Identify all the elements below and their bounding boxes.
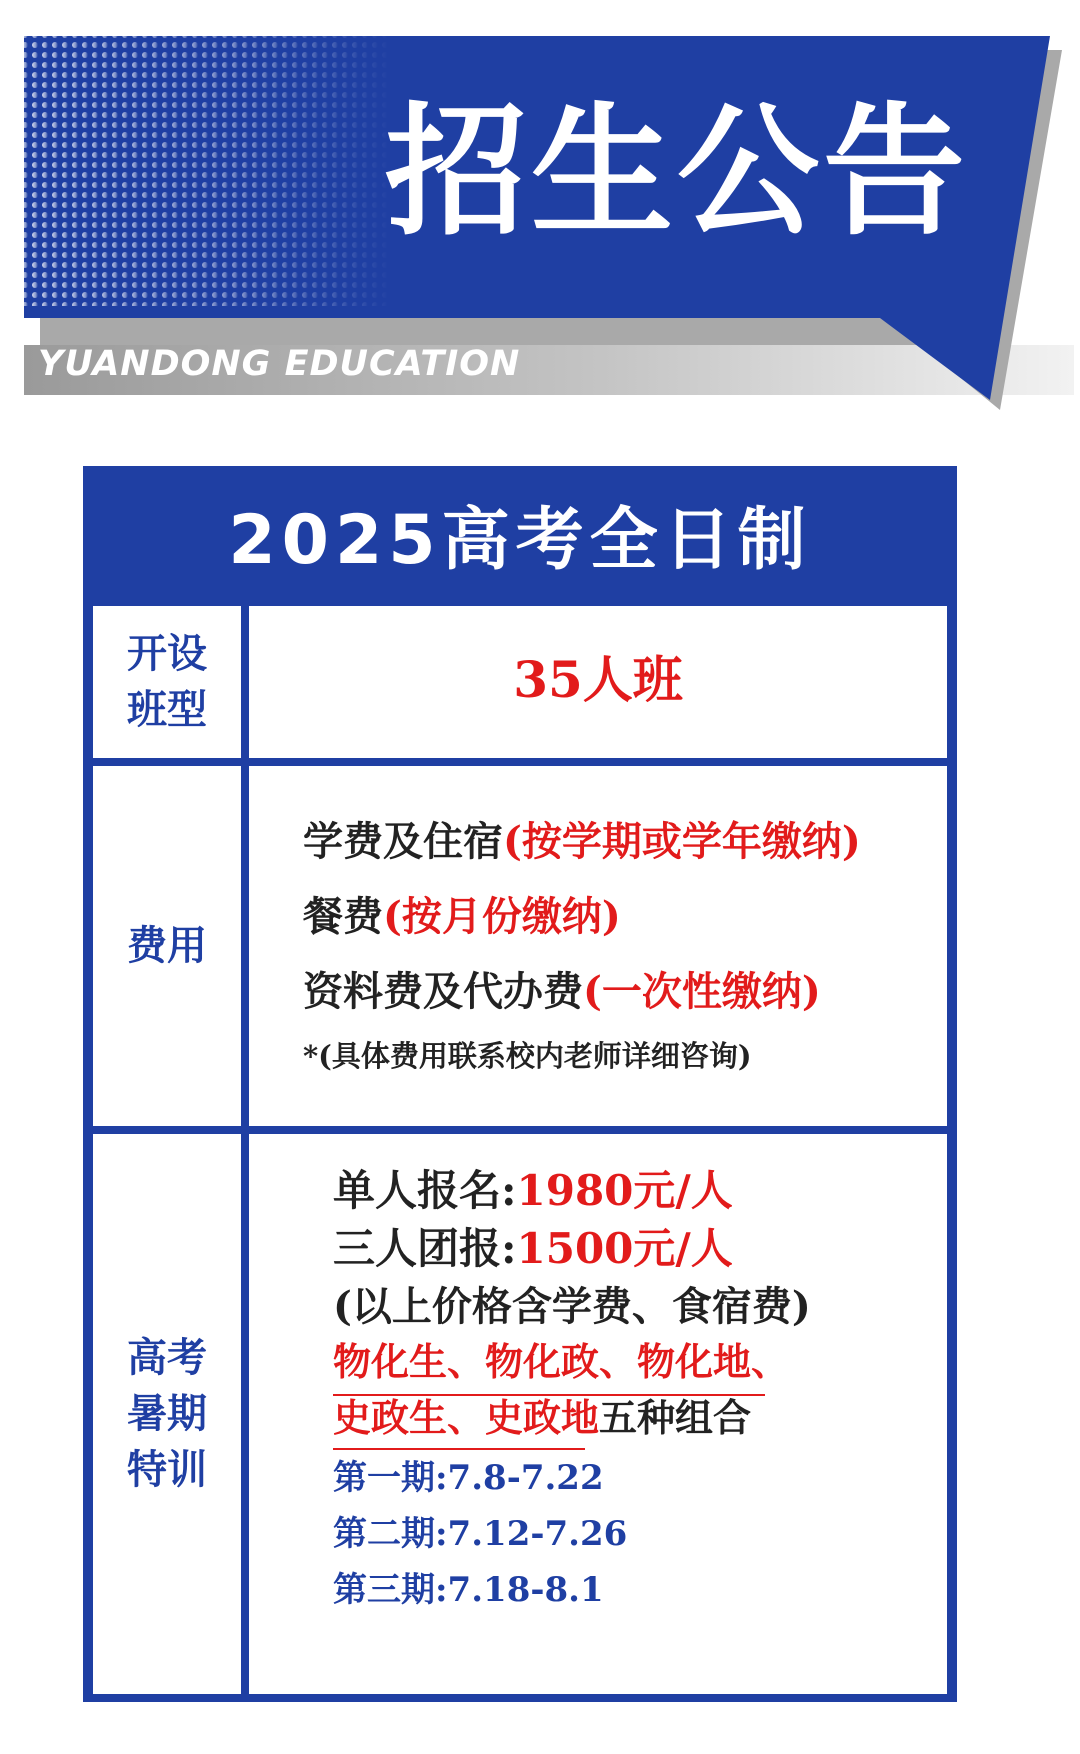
halftone-dots [24,36,394,306]
label-line: 开设 [127,630,207,677]
session-item: 第二期:7.12-7.26 [333,1514,628,1554]
combos-underline-2 [333,1448,585,1450]
fee-name: 学费及住宿 [303,818,503,865]
combos-line-1: 物化生、物化政、物化地、 [333,1339,790,1384]
fee-item [303,889,621,945]
class-type-value-cell [249,606,947,758]
label-line: 费用 [127,922,207,969]
admission-card [83,466,957,1702]
fee-note: (按学期或学年缴纳) [503,818,861,865]
label-line: 特训 [127,1446,207,1493]
fee-note: (一次性缴纳) [583,968,821,1015]
session-item: 第一期:7.8-7.22 [333,1458,604,1498]
header-banner [0,0,1080,420]
page-title: 招生公告 [385,90,969,255]
combos-red: 史政生、史政地 [333,1395,600,1440]
fee-item [303,814,861,870]
label-line: 暑期 [127,1390,207,1437]
label-line: 高考 [127,1334,207,1381]
class-type-value: 35人班 [513,650,683,709]
combos-dark: 五种组合 [599,1395,752,1440]
summer-cell [249,1134,947,1694]
fee-item [303,964,821,1020]
fees-footnote: *(具体费用联系校内老师详细咨询) [303,1039,752,1073]
price-includes: (以上价格含学费、食宿费) [333,1283,811,1330]
card-title: 2025高考全日制 [228,501,812,580]
combos-line-2 [333,1390,751,1446]
fee-note: (按月份缴纳) [383,893,621,940]
session-item: 第三期:7.18-8.1 [333,1570,604,1610]
price-label: 单人报名: [333,1166,517,1215]
group-price-line [333,1220,733,1278]
single-price-line [333,1162,733,1220]
fee-name: 资料费及代办费 [303,968,583,1015]
fees-cell [249,766,947,1126]
summer-label [93,1134,241,1694]
brand-subtitle: YUANDONG EDUCATION [38,344,521,384]
class-type-label [93,606,241,758]
fees-label [93,766,241,1126]
price-value: 1500元/人 [516,1224,733,1273]
price-label: 三人团报: [333,1224,517,1273]
label-line: 班型 [127,686,207,733]
fee-name: 餐费 [303,893,383,940]
price-value: 1980元/人 [516,1166,733,1215]
